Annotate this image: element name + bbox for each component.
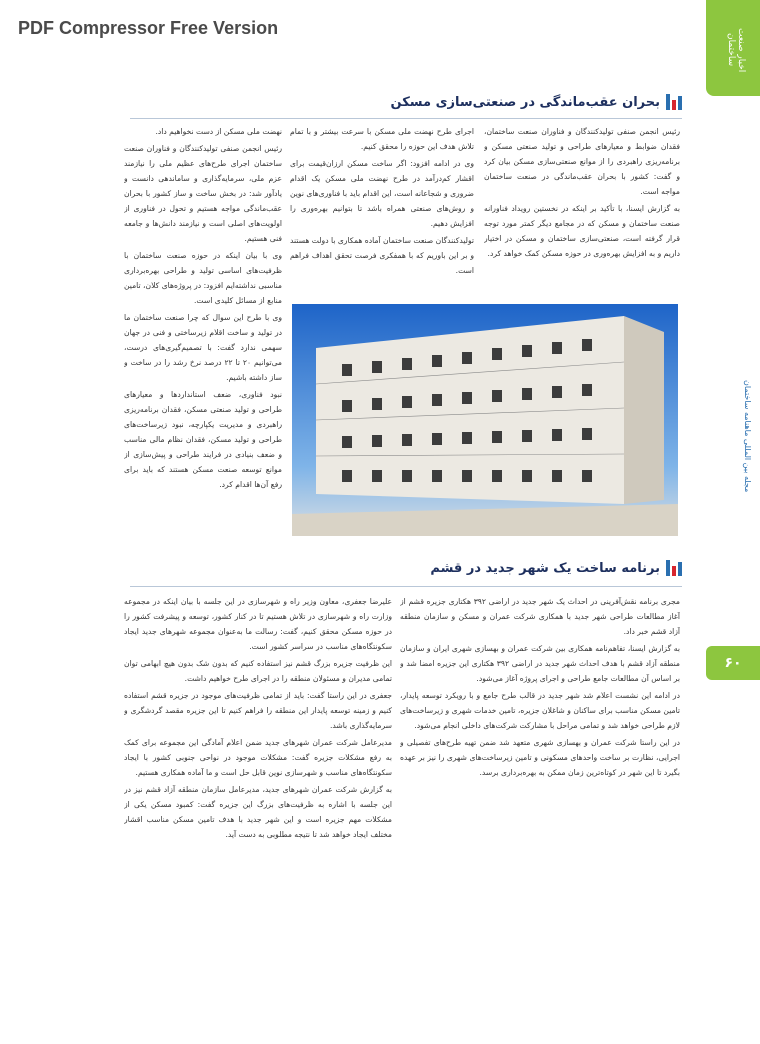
- paragraph: نبود فناوری، ضعف استانداردها و معیارهای طراحی و تولید صنعتی مسکن، فقدان برنامه‌ریزی راهبردی و مدیریت یکپارچه، نبود زیرساخت‌های طراحی و تولید مسکن، فقدان نظام مالی مناسب و ضعف بنیادی در فرایند طراحی و پیش‌سازی از موانع توسعه صنعت مسکن هستند که باید برای رفع آن‌ها اقدام کرد.: [124, 390, 282, 489]
- paragraph: اجرای طرح نهضت ملی مسکن با سرعت بیشتر و با تمام تلاش هدف این حوزه را محقق کنیم.: [290, 127, 474, 151]
- article1-title: بحران عقب‌ماندگی در صنعتی‌سازی مسکن: [390, 94, 660, 110]
- section-tab-label: اخبار صنعت ساختمان: [726, 27, 746, 73]
- paragraph: وی با بیان اینکه در حوزه صنعت ساختمان با ظرفیت‌های اساسی تولید و طراحی بهره‌برداری مناسبی نداشته‌ایم افزود: در پروژه‌های کلان، تامین منابع از مسائل کلیدی است.: [124, 251, 282, 305]
- paragraph: مجری برنامه نقش‌آفرینی در احداث یک شهر جدید در اراضی ۳۹۲ هکتاری جزیره قشم از آغاز مطالعات طراحی شهر جدید با همکاری شرکت عمران و مسکن و سازمان منطقه آزاد قشم خبر داد.: [400, 597, 680, 636]
- paragraph: در ادامه این نشست اعلام شد شهر جدید در قالب طرح جامع و با رویکرد توسعه پایدار، تامین مسکن مناسب برای ساکنان و شاغلان جزیره، تامین خدمات شهری و زیرساخت‌های لازم طراحی خواهد شد و تمامی مراحل با مشارکت شرکت‌های داخلی انجام می‌شود.: [400, 691, 680, 730]
- building-photo: [292, 304, 678, 536]
- paragraph: این ظرفیت جزیره بزرگ قشم نیز استفاده کنیم که بدون شک بدون هیچ ابهامی توان تمامی مدیران و مسئولان منطقه را در اجرای طرح خواهیم داشت.: [124, 659, 392, 683]
- article2-header: [430, 560, 682, 576]
- divider: [130, 586, 682, 587]
- paragraph: رئیس انجمن صنفی تولیدکنندگان و فناوران صنعت ساختمان، فقدان ضوابط و معیارهای طراحی و تولید صنعتی مسکن و برنامه‌ریزی راهبردی را از موانع صنعتی‌سازی مسکن بیان کرد و گفت: کشور با بحران عقب‌ماندگی در صنعت ساختمان مواجه است.: [484, 127, 680, 196]
- article1-col-right: [484, 124, 680, 302]
- article2-title: برنامه ساخت یک شهر جدید در قشم: [430, 560, 660, 576]
- paragraph: مدیرعامل شرکت عمران شهرهای جدید ضمن اعلام آمادگی این مجموعه برای کمک به رفع مشکلات جزیره گفت: مشکلات موجود در نواحی جنوبی کشور با ایجاد سکونتگاه‌های مناسب و شهرسازی نوین قابل حل است و ما آماده همکاری هستیم.: [124, 738, 392, 777]
- article1-col-middle: [290, 124, 474, 302]
- running-footer: مجله بین المللی ماهنامه ساختمان: [743, 380, 752, 493]
- paragraph: به گزارش ایسنا، با تأکید بر اینکه در نخستین رویداد فناورانه صنعت ساختمان و مسکن که در مجامع دیگر کمتر مورد توجه قرار گرفته است، صنعتی‌سازی ساختمان و مسکن در اختیار داریم و به افزایش بهره‌وری در حوزه مسکن کمک خواهد کرد.: [484, 204, 680, 258]
- watermark: PDF Compressor Free Version: [18, 18, 279, 38]
- article1-header: [391, 94, 682, 110]
- page-number: ۶۰: [706, 646, 760, 680]
- article2-col-right: [400, 594, 680, 956]
- paragraph: تولیدکنندگان صنعت ساختمان آماده همکاری با دولت هستند و بر این باوریم که با همفکری فرصت تحقق اهداف فراهم است.: [290, 236, 474, 275]
- paragraph: به گزارش شرکت عمران شهرهای جدید، مدیرعامل سازمان منطقه آزاد قشم نیز در این جلسه با اشاره به ظرفیت‌های بزرگ این جزیره گفت: کمبود مسکن یکی از مشکلات مهم جزیره است و این شهر جدید با هدف تامین مسکن مناسب اقشار مختلف ایجاد خواهد شد تا نتیجه مطلوبی به دست آید.: [124, 785, 392, 839]
- paragraph: رئیس انجمن صنفی تولیدکنندگان و فناوران صنعت ساختمان اجرای طرح‌های عظیم ملی را نیازمند عزم ملی، سرمایه‌گذاری و ساماندهی دانست و یادآور شد: در بخش ساخت و ساز کشور با بحران عقب‌ماندگی مواجه هستیم و تحول در فناوری از اولویت‌های اصلی است و نیازمند دانش‌ها و جامعه فنی هستیم.: [124, 144, 282, 243]
- section-tab: [706, 0, 760, 96]
- paragraph: به گزارش ایسنا، تفاهم‌نامه همکاری بین شرکت عمران و بهسازی شهری ایران و سازمان منطقه آزاد قشم با هدف احداث شهر جدید در اراضی ۳۹۲ هکتاری این جزیره امضا شد و بر اساس آن مطالعات جامع طراحی و اجرای پروژه آغاز می‌شود.: [400, 644, 680, 683]
- paragraph: وی با طرح این سوال که چرا صنعت ساختمان ما در تولید و ساخت اقلام زیرساختی و فنی در جهان سهمی ندارد گفت: با تصمیم‌گیری‌های درست، می‌توانیم ۲۰ تا ۲۲ درصد نرخ رشد را در ساخت و ساز داشته باشیم.: [124, 313, 282, 382]
- paragraph: علیرضا جعفری، معاون وزیر راه و شهرسازی در این جلسه با بیان اینکه در مجموعه وزارت راه و شهرسازی در تلاش هستیم تا در کنار کشور، توسعه و پیشرفت کشور را در حوزه مسکن محقق کنیم، گفت: رسالت ما به‌عنوان مجموعه شهرهای جدید ایجاد سکونتگاه‌های مناسب در سراسر کشور است.: [124, 597, 392, 651]
- article1-col-left: [124, 124, 282, 532]
- article2-col-left: [124, 594, 392, 956]
- divider: [130, 118, 682, 119]
- paragraph: در این راستا شرکت عمران و بهسازی شهری متعهد شد ضمن تهیه طرح‌های تفصیلی و اجرایی، نظارت بر ساخت واحدهای مسکونی و تامین زیرساخت‌های شهری را نیز بر عهده بگیرد تا این شهر در کوتاه‌ترین زمان ممکن به بهره‌برداری برسد.: [400, 738, 680, 777]
- paragraph: وی در ادامه افزود: اگر ساخت مسکن ارزان‌قیمت برای اقشار کم‌درآمد در طرح نهضت ملی مسکن یک اقدام ضروری و شجاعانه است، این اقدام باید با فناوری‌های نوین و روش‌های صنعتی همراه باشد تا بتوانیم بهره‌وری را افزایش دهیم.: [290, 159, 474, 228]
- paragraph: جعفری در این راستا گفت: باید از تمامی ظرفیت‌های موجود در جزیره قشم استفاده کنیم و زمینه توسعه پایدار این منطقه را فراهم کنیم تا این جزیره مقصد گردشگری و سرمایه‌گذاری باشد.: [124, 691, 392, 730]
- bar-chart-icon: [666, 94, 682, 110]
- paragraph: نهضت ملی مسکن از دست نخواهیم داد.: [155, 127, 282, 136]
- bar-chart-icon: [666, 560, 682, 576]
